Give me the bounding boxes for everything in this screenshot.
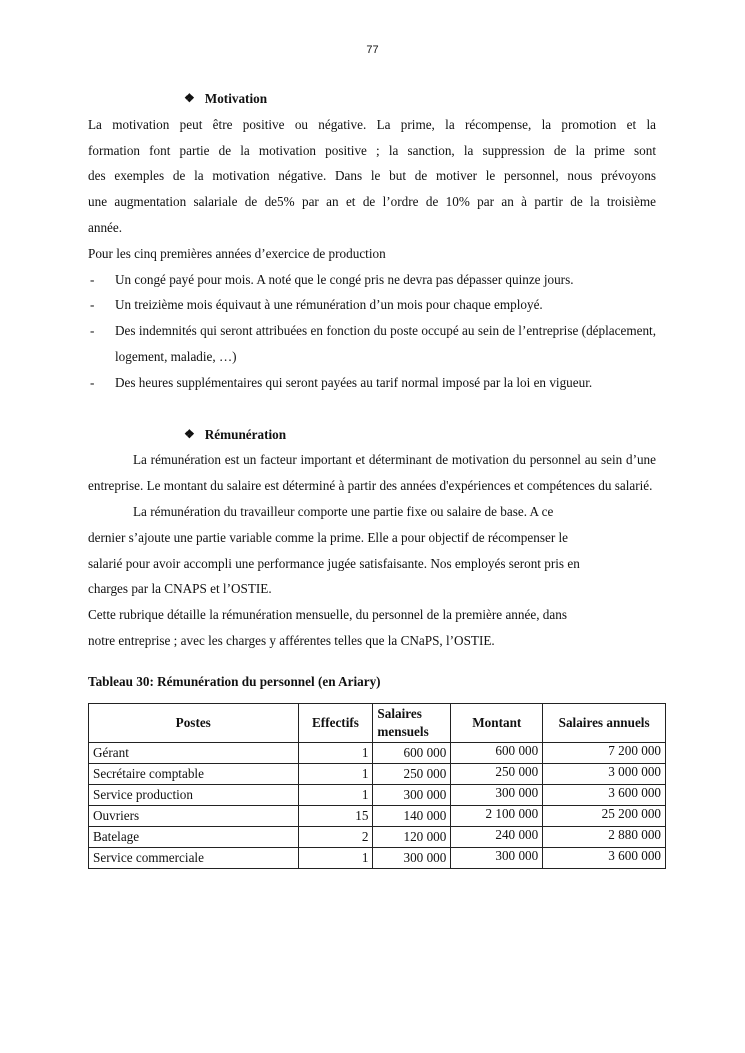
cell-salaire-mensuel: 300 000 xyxy=(373,847,451,868)
document-body xyxy=(88,86,661,869)
cell-effectifs: 1 xyxy=(298,742,373,763)
list-item-text: Des heures supplémentaires qui seront payées au tarif normal imposé par la loi en vigueur. xyxy=(115,374,593,390)
table-caption: Tableau 30: Rémunération du personnel (en Ariary) xyxy=(88,673,381,689)
cell-poste: Gérant xyxy=(89,742,299,763)
header-postes: Postes xyxy=(89,703,299,742)
list-item-text: Un treizième mois équivaut à une rémunération d’un mois pour chaque employé. xyxy=(115,297,543,313)
list-intro: Pour les cinq premières années d’exercice de production xyxy=(88,245,386,261)
remuneration-paragraph-1: La rémunération est un facteur important et déterminant de motivation du personnel au sein d’une entreprise. Le montant du salaire est déterminé à partir des années d'expériences et compétences du salarié. xyxy=(88,452,656,494)
paragraph-line: charges par la CNAPS et l’OSTIE. xyxy=(88,581,272,597)
cell-montant: 250 000 xyxy=(451,763,543,784)
cell-effectifs: 15 xyxy=(298,805,373,826)
diamond-bullet-icon: ❖ xyxy=(184,91,195,105)
paragraph-line: La rémunération du travailleur comporte une partie fixe ou salaire de base. A ce xyxy=(133,503,554,519)
paragraph-line: des exemples de la motivation négative. Dans le but de motiver le personnel, nous prévoyons xyxy=(88,168,656,184)
list-item-text: Un congé payé pour mois. A noté que le congé pris ne devra pas dépasser quinze jours. xyxy=(115,271,574,287)
cell-poste: Batelage xyxy=(89,826,299,847)
cell-salaire-annuel: 25 200 000 xyxy=(543,805,666,826)
header-effectifs: Effectifs xyxy=(298,703,373,742)
section-heading-motivation xyxy=(88,86,656,112)
cell-montant: 600 000 xyxy=(451,742,543,763)
dash-bullet: - xyxy=(90,374,95,390)
paragraph-line: une augmentation salariale de de5% par an et de l’ordre de 10% par an à partir de la troisième xyxy=(88,194,656,210)
motivation-paragraph xyxy=(88,112,656,241)
cell-salaire-annuel: 2 880 000 xyxy=(543,826,666,847)
paragraph-line: Cette rubrique détaille la rémunération mensuelle, du personnel de la première année, dans xyxy=(88,607,567,623)
table-row xyxy=(89,742,666,763)
cell-effectifs: 1 xyxy=(298,847,373,868)
dash-bullet: - xyxy=(90,271,95,287)
cell-salaire-annuel: 3 600 000 xyxy=(543,784,666,805)
cell-poste: Ouvriers xyxy=(89,805,299,826)
diamond-bullet-icon: ❖ xyxy=(184,426,195,441)
paragraph-line: notre entreprise ; avec les charges y afférentes telles que la CNaPS, l’OSTIE. xyxy=(88,632,495,648)
cell-salaire-annuel: 7 200 000 xyxy=(543,742,666,763)
list-item xyxy=(88,267,656,293)
dash-bullet: - xyxy=(90,323,95,339)
paragraph-line: La motivation peut être positive ou négative. La prime, la récompense, la promotion et la xyxy=(88,116,656,132)
cell-salaire-annuel: 3 600 000 xyxy=(543,847,666,868)
paragraph-line: salarié pour avoir accompli une performance jugée satisfaisante. Nos employés seront pris en xyxy=(88,555,580,571)
table-row xyxy=(89,847,666,868)
cell-salaire-mensuel: 600 000 xyxy=(373,742,451,763)
cell-poste: Service commerciale xyxy=(89,847,299,868)
table-row xyxy=(89,784,666,805)
cell-poste: Secrétaire comptable xyxy=(89,763,299,784)
cell-salaire-mensuel: 120 000 xyxy=(373,826,451,847)
list-item xyxy=(88,318,656,370)
table-header-row xyxy=(89,703,666,742)
paragraph-line: formation font partie de la motivation positive ; la sanction, la suppression de la prime sont xyxy=(88,142,656,158)
remuneration-table xyxy=(88,703,666,869)
benefits-list xyxy=(88,267,656,396)
table-row xyxy=(89,763,666,784)
cell-montant: 240 000 xyxy=(451,826,543,847)
dash-bullet: - xyxy=(90,297,95,313)
cell-poste: Service production xyxy=(89,784,299,805)
table-row xyxy=(89,826,666,847)
header-montant: Montant xyxy=(451,703,543,742)
cell-montant: 2 100 000 xyxy=(451,805,543,826)
list-item xyxy=(88,292,656,318)
cell-salaire-mensuel: 250 000 xyxy=(373,763,451,784)
remuneration-paragraph-3 xyxy=(88,602,656,654)
cell-salaire-annuel: 3 000 000 xyxy=(543,763,666,784)
cell-montant: 300 000 xyxy=(451,784,543,805)
list-item xyxy=(88,370,656,396)
list-item-text: Des indemnités qui seront attribuées en fonction du poste occupé au sein de l’entreprise (déplacement, logement, maladie, …) xyxy=(115,323,656,364)
heading-text: Motivation xyxy=(204,91,268,106)
table-row xyxy=(89,805,666,826)
cell-montant: 300 000 xyxy=(451,847,543,868)
header-salaires-mensuels: Salaires mensuels xyxy=(373,703,451,742)
paragraph-line: année. xyxy=(88,219,123,235)
paragraph-line: dernier s’ajoute une partie variable comme la prime. Elle a pour objectif de récompenser le xyxy=(88,529,569,545)
cell-salaire-mensuel: 300 000 xyxy=(373,784,451,805)
header-salaires-annuels: Salaires annuels xyxy=(543,703,666,742)
cell-effectifs: 1 xyxy=(298,784,373,805)
section-heading-remuneration xyxy=(88,422,656,448)
remuneration-paragraph-2 xyxy=(88,499,656,602)
page-number: 77 xyxy=(366,44,379,56)
cell-effectifs: 2 xyxy=(298,826,373,847)
cell-effectifs: 1 xyxy=(298,763,373,784)
heading-text: Rémunération xyxy=(204,426,287,442)
cell-salaire-mensuel: 140 000 xyxy=(373,805,451,826)
